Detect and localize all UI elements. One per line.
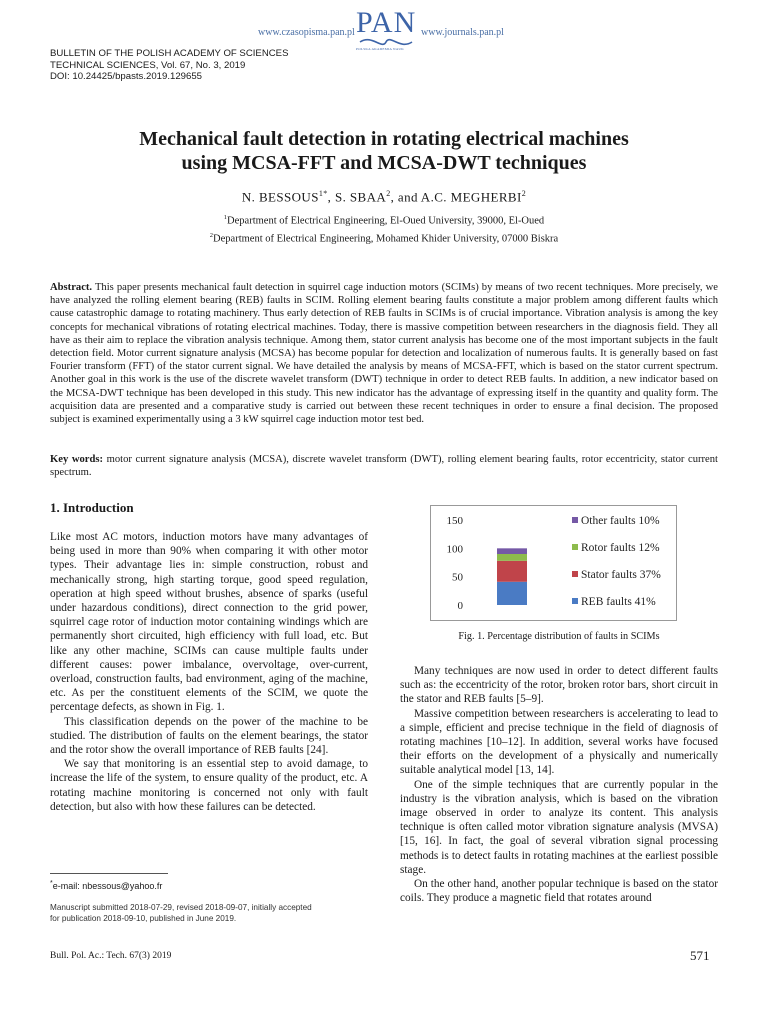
paragraph: This classification depends on the power of the machine to be studied. The distribution of faults on the element bearings, the stator and the rotor show the overall importance of REB faults [24].	[50, 715, 368, 757]
bar-segment	[497, 561, 527, 582]
legend-label: REB faults 41%	[581, 596, 656, 608]
affiliation-2	[60, 232, 708, 245]
abstract-text: This paper presents mechanical fault detection in squirrel cage induction motors (SCIMs) by means of two recent techniques. More precisely, we have analyzed the rolling element bearing (REB) faults in SCIM. Rolling element bearing faults constitute a major problem among different faults which cause catastrophic damage to rotating machinery. Thus early detection of REB faults in SCIMs is of crucial importance. Vibration analysis is among the key concepts for mechanical vibrations of rotating electrical machines. Today, there is massive competition between researchers in the diagnosis field. They all have as their aim to replace the vibration analysis technique. Among them, stator current analysis has become one of the most important subjects in the fault detection field. Motor current signature analysis (MCSA) has become popular for detection and localization of numerous faults. It is generally based on fast Fourier transform (FFT) of the stator current signal. We have detailed the analysis by means of MCSA-FFT, which is based on the stator current spectrum. Another goal in this work is the use of the discrete wavelet transform (DWT) technique in order to detect REB faults. In addition, a new indicator based on the MCSA-DWT technique has been developed in this study. This new indicator has the advantage of expressing itself in the quantity and quality form. The acquisition data are presented and a comparative study is carried out between these recent techniques in order to ensure a final decision. The proposed subject is examined experimentally using a 3 kW squirrel cage induction motor test bed.	[50, 282, 718, 426]
journal-name: BULLETIN OF THE POLISH ACADEMY OF SCIENCES	[50, 48, 289, 59]
header-link-journals[interactable]: www.journals.pan.pl	[421, 27, 504, 38]
manuscript-dates	[50, 902, 312, 924]
journal-volume: TECHNICAL SCIENCES, Vol. 67, No. 3, 2019	[50, 59, 246, 71]
affiliation-1	[60, 214, 708, 227]
section-heading-introduction: 1. Introduction	[50, 500, 134, 515]
paragraph: We say that monitoring is an essential step to avoid damage, to increase the life of the system, to ensure quality of the product, etc. A rotating machine monitoring is concerned not only with fault detection, but also with how these failures can be detected.	[50, 758, 368, 813]
legend-swatch	[572, 571, 578, 577]
footnote-rule	[50, 873, 168, 874]
footnote-mark: *	[50, 880, 53, 887]
author-separator: , and	[390, 189, 421, 205]
journal-doi: DOI: 10.24425/bpasts.2019.129655	[50, 71, 203, 83]
right-column	[400, 664, 718, 905]
affiliation-1-text: Department of Electrical Engineering, El-Oued University, 39000, El-Oued	[227, 215, 545, 227]
affiliation-1-mark: 1	[223, 214, 228, 221]
paragraph: Like most AC motors, induction motors have many advantages of being used in more than 90% when comparing it with other motor types. Their advantage lies in: simple construction, robust and mechanically strong, high starting torque, good speed regulation, operation at high speed without brushes, absence of sparks (useful under hazardous conditions), direct connection to the grid power, squirrel cage rotor of induction motor containing windings which are permanently short circuited, high efficiency with full load, etc. But like any other machine, SCIMs can cause multiple faults under different causes: power imbalance, overvoltage, over-current, overload, construction faults, bad environment, aging of the machine, etc. As per the constituent elements of the SCIM, we quote the percentage defects, as shown in Fig. 1.	[50, 531, 368, 714]
affiliation-2-text: Department of Electrical Engineering, Mohamed Khider University, 07000 Biskra	[213, 233, 559, 245]
y-tick-label: 150	[446, 515, 463, 527]
author-list	[60, 189, 708, 205]
author-2-mark: 2	[386, 189, 391, 198]
legend-label: Stator faults 37%	[581, 569, 661, 581]
footnote-email-text[interactable]: e-mail: nbessous@yahoo.fr	[52, 881, 163, 891]
bar-segment	[497, 548, 527, 554]
pan-logo-text: PAN	[356, 6, 417, 39]
y-tick-label: 50	[452, 571, 463, 584]
author-2: S. SBAA	[334, 189, 387, 205]
abstract-label: Abstract.	[50, 282, 93, 293]
paper-title	[60, 127, 708, 175]
y-tick-label: 0	[457, 600, 463, 612]
y-tick-label: 100	[446, 543, 463, 556]
bar-segment	[497, 554, 527, 561]
paper-title-line-1: Mechanical fault detection in rotating electrical machines	[139, 128, 629, 150]
pan-logo-subtext: POLSKA AKADEMIA NAUK	[356, 47, 404, 51]
legend-label: Rotor faults 12%	[581, 542, 660, 554]
fault-distribution-chart	[431, 506, 676, 620]
legend-swatch	[572, 598, 578, 604]
author-3: A.C. MEGHERBI	[420, 189, 522, 205]
paragraph: Many techniques are now used in order to detect different faults such as: the eccentricity of the rotor, broken rotor bars, short circuit in the stator and REB faults [5–9].	[400, 665, 718, 706]
keywords	[50, 453, 718, 479]
author-3-mark: 2	[521, 189, 527, 198]
paragraph: On the other hand, another popular technique is based on the stator coils. They produce a magnetic field that rotates around	[400, 878, 718, 905]
keywords-text: motor current signature analysis (MCSA), discrete wavelet transform (DWT), rolling element bearing faults, rotor eccentricity, stator current spectrum.	[50, 454, 718, 479]
affiliation-2-mark: 2	[209, 232, 214, 239]
figure-1-caption: Fig. 1. Percentage distribution of faults in SCIMs	[458, 631, 660, 642]
author-1-mark: 1*	[318, 189, 328, 198]
paragraph: Massive competition between researchers is accelerating to lead to a simple, efficient and precise technique in the field of diagnosis of rotating machines [10–12]. In addition, several works have focused their efforts on the development of a physically and numerically suitable analytical model [13, 14].	[400, 707, 718, 777]
paragraph: One of the simple techniques that are currently popular in the industry is the vibration analysis, which is based on the vibration image observed in order to analyze its content. This analysis technique is often called motor vibration signature analysis (MVSA) [15, 16]. In fact, the goal of several vibration signal processing methods is to detect faults in rotating machines at the earliest possible stage.	[400, 778, 718, 876]
manuscript-line-1: Manuscript submitted 2018-07-29, revised 2018-09-07, initially accepted	[50, 903, 312, 912]
abstract	[50, 281, 718, 426]
header-link-czasopisma[interactable]: www.czasopisma.pan.pl	[258, 27, 355, 38]
pan-logo	[356, 8, 416, 54]
page-number: 571	[690, 948, 710, 963]
author-1: N. BESSOUS	[241, 189, 319, 205]
footer-citation: Bull. Pol. Ac.: Tech. 67(3) 2019	[50, 951, 172, 961]
legend-swatch	[572, 544, 578, 550]
manuscript-line-2: for publication 2018-09-10, published in June 2019.	[50, 914, 237, 923]
author-separator: ,	[327, 189, 335, 205]
figure-1-frame	[430, 505, 677, 621]
legend-swatch	[572, 517, 578, 523]
footnote-email	[50, 880, 162, 891]
keywords-label: Key words:	[50, 454, 104, 465]
bar-segment	[497, 582, 527, 605]
legend-label: Other faults 10%	[581, 515, 660, 527]
journal-info	[50, 48, 288, 83]
left-column	[50, 530, 368, 814]
paper-title-line-2: using MCSA-FFT and MCSA-DWT techniques	[181, 152, 587, 174]
